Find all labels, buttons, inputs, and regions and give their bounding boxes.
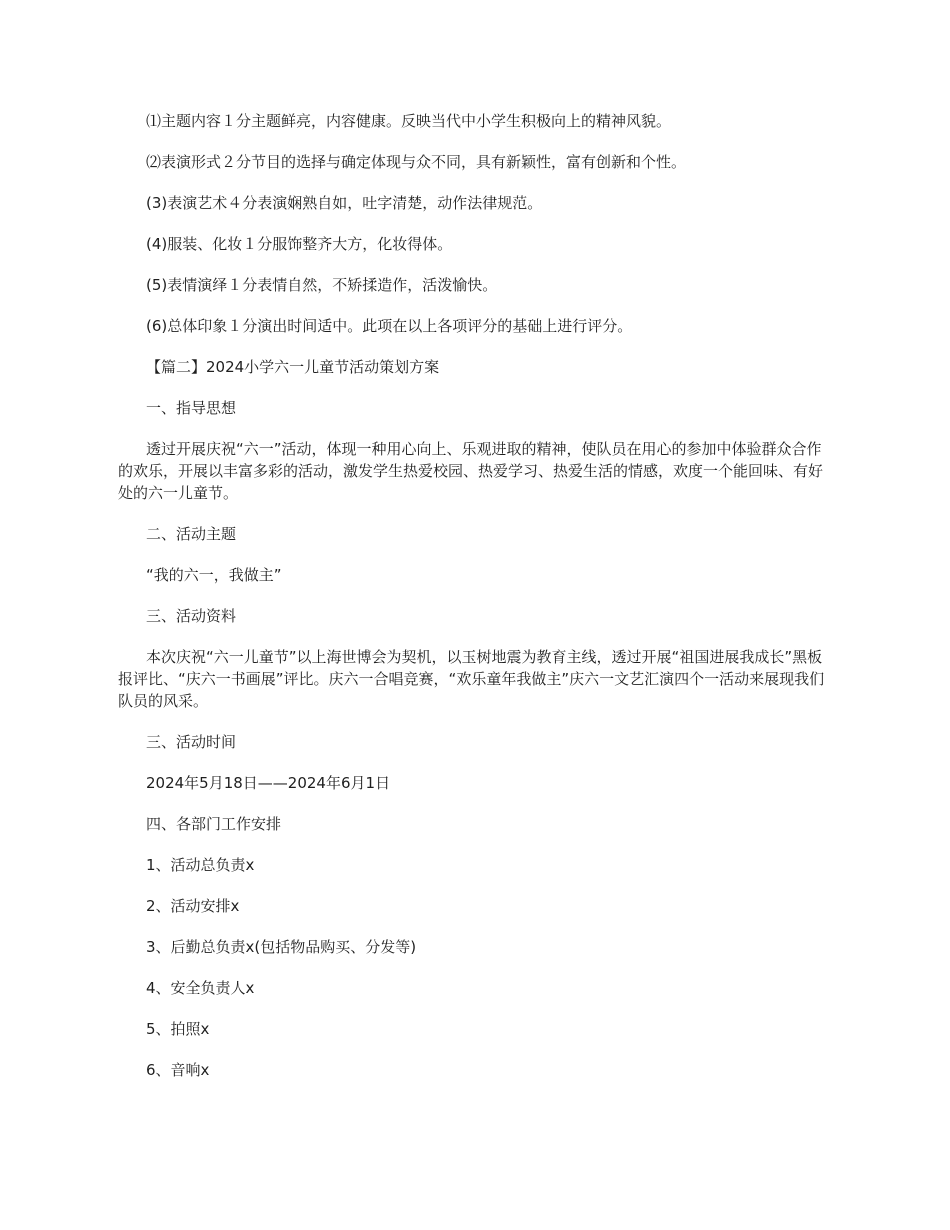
arrangement-item-1: 1、活动总负责x (146, 856, 255, 874)
arrangement-item-5: 5、拍照x (146, 1020, 210, 1038)
heading-guiding-ideology: 一、指导思想 (146, 399, 237, 417)
heading-activity-theme: 二、活动主题 (146, 525, 237, 543)
activity-time-text: 2024年5月18日——2024年6月1日 (146, 774, 391, 792)
criteria-item-4: (4)服装、化妆１分服饰整齐大方，化妆得体。 (146, 235, 453, 253)
heading-department-arrangement: 四、各部门工作安排 (146, 815, 282, 833)
criteria-item-1: ⑴主题内容１分主题鲜亮，内容健康。反映当代中小学生积极向上的精神风貌。 (146, 112, 672, 130)
arrangement-item-3: 3、后勤总负责x(包括物品购买、分发等) (146, 938, 417, 956)
arrangement-item-2: 2、活动安排x (146, 897, 240, 915)
heading-activity-time: 三、活动时间 (146, 733, 237, 751)
paragraph-activity-materials: 本次庆祝“六一儿童节”以上海世博会为契机，以玉树地震为教育主线，透过开展“祖国进展我成长”黑板报评比、“庆六一书画展”评比。庆六一合唱竞赛，“欢乐童年我做主”庆六一文艺汇演四个一活动来展现我们队员的风采。 (118, 648, 825, 710)
criteria-item-2: ⑵表演形式２分节目的选择与确定体现与众不同，具有新颖性，富有创新和个性。 (146, 153, 687, 171)
document-body (118, 110, 832, 1100)
section-title: 【篇二】2024小学六一儿童节活动策划方案 (146, 358, 440, 376)
arrangement-item-4: 4、安全负责人x (146, 979, 255, 997)
criteria-item-6: (6)总体印象１分演出时间适中。此项在以上各项评分的基础上进行评分。 (146, 317, 633, 335)
activity-theme-text: “我的六一，我做主” (146, 566, 282, 584)
arrangement-item-6: 6、音响x (146, 1061, 210, 1079)
criteria-item-5: (5)表情演绎１分表情自然，不矫揉造作，活泼愉快。 (146, 276, 498, 294)
criteria-item-3: (3)表演艺术４分表演娴熟自如，吐字清楚，动作法律规范。 (146, 194, 543, 212)
heading-activity-materials: 三、活动资料 (146, 607, 237, 625)
paragraph-guiding-ideology: 透过开展庆祝“六一”活动，体现一种用心向上、乐观进取的精神，使队员在用心的参加中体验群众合作的欢乐，开展以丰富多彩的活动，激发学生热爱校园、热爱学习、热爱生活的情感，欢度一个能回味、有好处的六一儿童节。 (118, 440, 824, 502)
